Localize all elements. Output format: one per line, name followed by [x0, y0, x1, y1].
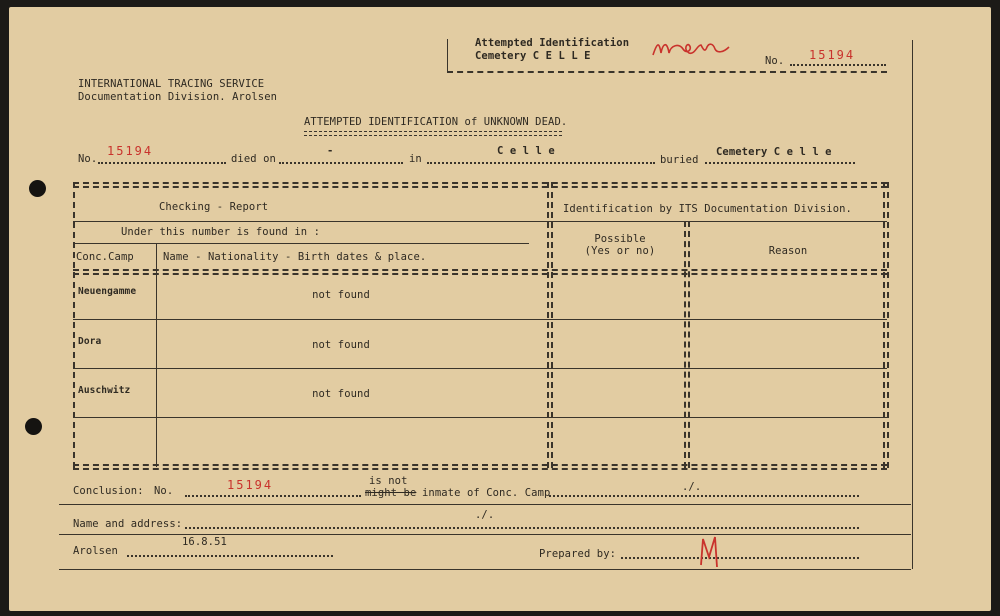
- table-row-rule-2: [73, 368, 887, 369]
- table-mid-divider: [547, 182, 549, 468]
- col-possible-header-line1: Possible: [594, 233, 646, 245]
- footer-date-dots: [127, 555, 333, 557]
- name-address-dots: [185, 527, 859, 529]
- header-no-label: No.: [765, 55, 785, 67]
- table-row-rule-1: [73, 319, 887, 320]
- row-result-1: not found: [312, 289, 370, 301]
- table-top-border-2: [73, 186, 887, 188]
- table-bottom-border-2: [73, 468, 887, 470]
- footer-place: Arolsen: [73, 545, 118, 557]
- died-on-dots: [279, 162, 403, 164]
- cemetery-label: Cemetery C E L L E: [475, 50, 591, 62]
- row-result-3: not found: [312, 388, 370, 400]
- table-top-border: [73, 182, 887, 184]
- died-on-label: died on: [231, 153, 276, 165]
- header-no-dots: [790, 64, 886, 66]
- name-address-value: ./.: [475, 509, 495, 521]
- table-right-border-2: [887, 182, 889, 468]
- conclusion-status-base: might be: [365, 487, 417, 499]
- checking-report-header: Checking - Report: [159, 201, 269, 213]
- document-title: ATTEMPTED IDENTIFICATION of UNKNOWN DEAD.: [304, 116, 568, 128]
- title-underline-1: [304, 131, 562, 132]
- table-right-border: [883, 182, 885, 468]
- document-card: [9, 7, 991, 611]
- header-box-right-border: [912, 40, 913, 569]
- table-possible-divider: [684, 221, 686, 468]
- col-camp-header: Conc.Camp: [76, 251, 134, 263]
- punch-hole-top: [29, 180, 46, 197]
- header-box-left-border: [447, 39, 448, 73]
- prepared-by-label: Prepared by:: [539, 548, 617, 560]
- conclusion-label: Conclusion:: [73, 485, 144, 497]
- in-dots: [427, 162, 655, 164]
- in-label: in: [409, 153, 422, 165]
- buried-value: Cemetery C e l l e: [716, 146, 832, 158]
- table-mid-divider-2: [551, 182, 553, 468]
- org-line1: INTERNATIONAL TRACING SERVICE: [78, 78, 265, 90]
- conclusion-camp-value: ./.: [682, 481, 702, 493]
- table-row-rule-3: [73, 417, 887, 418]
- prepared-by-dots: [621, 557, 859, 559]
- header-box-bottom-border: [447, 71, 887, 73]
- title-underline-2: [304, 135, 562, 136]
- conclusion-camp-dots: [549, 495, 859, 497]
- handwritten-none-note: [649, 35, 739, 63]
- org-line2: Documentation Division. Arolsen: [78, 91, 278, 103]
- in-value: C e l l e: [497, 145, 555, 157]
- punch-hole-bottom: [25, 418, 42, 435]
- attempted-label: Attempted Identification: [475, 37, 630, 49]
- table-column-header-rule: [73, 269, 887, 271]
- conclusion-no-dots: [185, 495, 361, 497]
- name-address-label: Name and address:: [73, 518, 183, 530]
- footer-rule: [59, 569, 911, 570]
- name-address-rule: [59, 534, 911, 535]
- footer-date: 16.8.51: [182, 536, 227, 548]
- row-result-2: not found: [312, 339, 370, 351]
- col-reason-header: Reason: [768, 245, 808, 257]
- row-camp-3: Auschwitz: [78, 385, 131, 396]
- prepared-by-signature: [695, 531, 725, 571]
- buried-dots: [705, 162, 855, 164]
- buried-label: buried: [660, 154, 699, 166]
- header-no-value: 15194: [809, 48, 856, 62]
- col-name-header: Name - Nationality - Birth dates & place.: [163, 251, 427, 263]
- record-no-dots: [98, 162, 226, 164]
- conclusion-no-value: 15194: [227, 478, 274, 492]
- row-camp-1: Neuengamme: [78, 286, 137, 297]
- table-possible-divider-2: [688, 221, 690, 468]
- conclusion-status-typed-over: is not: [369, 475, 408, 487]
- record-no-label: No.: [78, 153, 98, 165]
- table-header-rule: [73, 221, 887, 222]
- record-no-value: 15194: [107, 144, 154, 158]
- conclusion-rule: [59, 504, 911, 505]
- died-on-value: -: [327, 145, 334, 157]
- row-camp-2: Dora: [78, 336, 102, 347]
- conclusion-inmate-label: inmate of Conc. Camp: [422, 487, 551, 499]
- table-column-header-rule-2: [73, 273, 887, 275]
- table-left-border: [73, 182, 75, 468]
- table-bottom-border: [73, 464, 887, 466]
- identification-header: Identification by ITS Documentation Division.: [563, 203, 852, 215]
- table-camp-divider: [156, 243, 157, 467]
- table-under-number-rule: [73, 243, 529, 244]
- col-possible-header-line2: (Yes or no): [584, 245, 656, 257]
- under-number-label: Under this number is found in :: [121, 226, 321, 238]
- conclusion-no-label: No.: [154, 485, 174, 497]
